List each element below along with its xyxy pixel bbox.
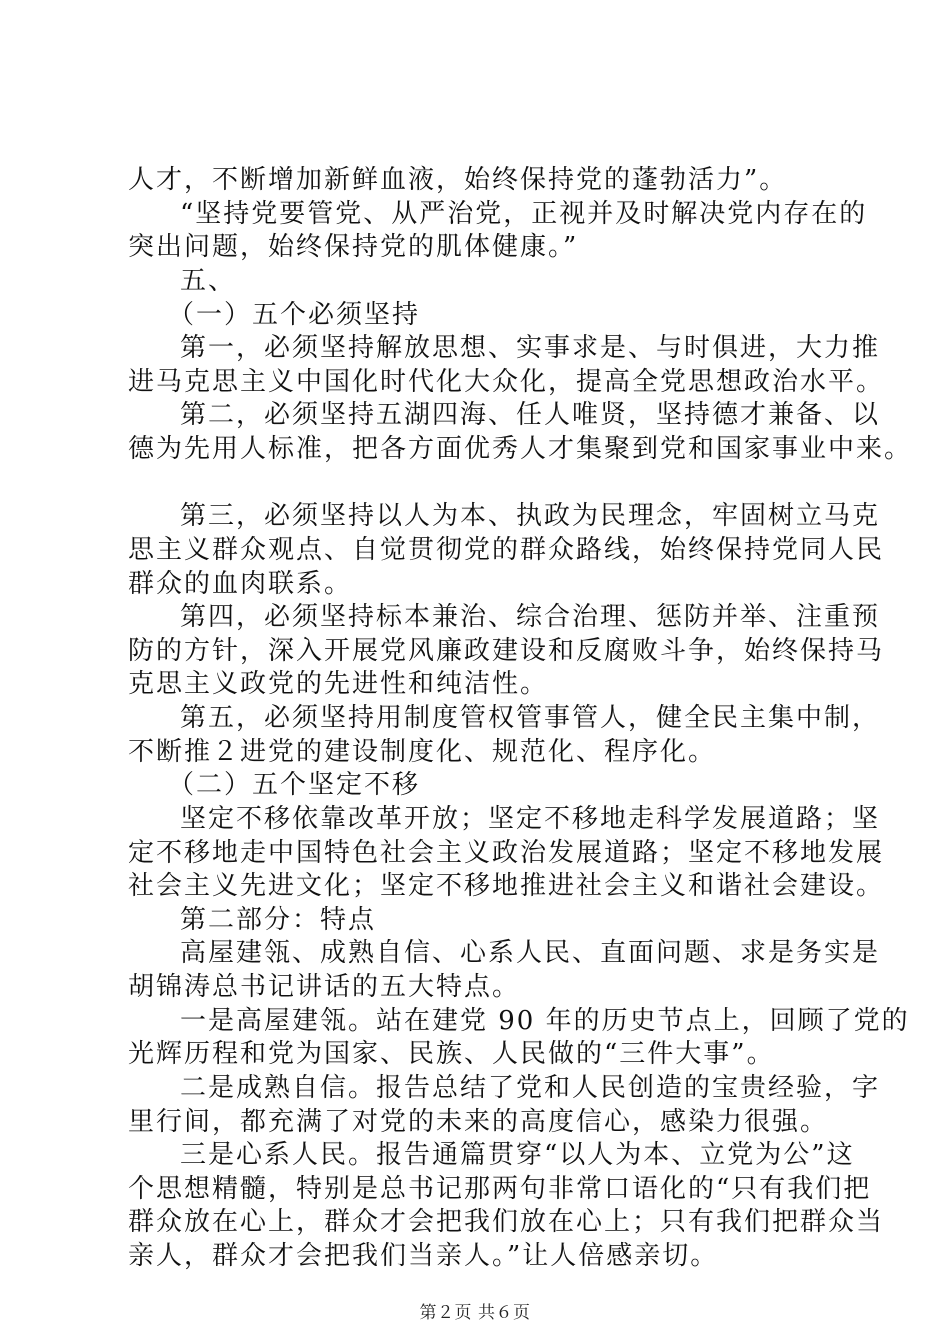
text-line: 里行间，都充满了对党的未来的高度信心，感染力很强。 — [128, 1107, 829, 1137]
text-line: 第四，必须坚持标本兼治、综合治理、惩防并举、注重预 — [180, 602, 881, 632]
text-line: 群众的血肉联系。 — [128, 569, 353, 599]
text-line: 二是成熟自信。报告总结了党和人民创造的宝贵经验，字 — [180, 1073, 881, 1103]
text-line: 突出问题，始终保持党的肌体健康。” — [128, 232, 579, 262]
text-line: “坚持党要管党、从严治党，正视并及时解决党内存在的 — [180, 199, 868, 229]
text-line: 人才，不断增加新鲜血液，始终保持党的蓬勃活力”。 — [128, 165, 788, 195]
text-line: 胡锦涛总书记讲话的五大特点。 — [128, 972, 521, 1002]
subsection-heading: （一）五个必须坚持 — [168, 300, 421, 330]
text-line: 克思主义政党的先进性和纯洁性。 — [128, 669, 549, 699]
text-line: 第二，必须坚持五湖四海、任人唯贤，坚持德才兼备、以 — [180, 400, 881, 430]
text-line: 思主义群众观点、自觉贯彻党的群众路线，始终保持党同人民 — [128, 535, 885, 565]
part-heading: 第二部分：特点 — [180, 905, 377, 935]
text-line: 德为先用人标准，把各方面优秀人才集聚到党和国家事业中来。 — [128, 434, 913, 464]
text-line: 高屋建瓴、成熟自信、心系人民、直面问题、求是务实是 — [180, 938, 881, 968]
text-line: 光辉历程和党为国家、民族、人民做的“三件大事”。 — [128, 1039, 775, 1069]
subsection-heading: （二）五个坚定不移 — [168, 770, 421, 800]
text-line: 第三，必须坚持以人为本、执政为民理念，牢固树立马克 — [180, 501, 881, 531]
text-line: 防的方针，深入开展党风廉政建设和反腐败斗争，始终保持马 — [128, 636, 885, 666]
text-line: 三是心系人民。报告通篇贯穿“以人为本、立党为公”这 — [180, 1140, 855, 1170]
page-footer: 第２页 共６页 — [419, 1303, 531, 1323]
text-line: 进马克思主义中国化时代化大众化，提高全党思想政治水平。 — [128, 367, 885, 397]
text-line: 第一，必须坚持解放思想、实事求是、与时俱进，大力推 — [180, 333, 881, 363]
text-line: 一是高屋建瓴。站在建党 90 年的历史节点上，回顾了党的 — [180, 1006, 910, 1036]
text-line: 定不移地走中国特色社会主义政治发展道路；坚定不移地发展 — [128, 838, 885, 868]
text-line: 亲人，群众才会把我们当亲人。”让人倍感亲切。 — [128, 1241, 719, 1271]
text-line: 第五，必须坚持用制度管权管事管人，健全民主集中制， — [180, 703, 881, 733]
text-line: 群众放在心上，群众才会把我们放在心上；只有我们把群众当 — [128, 1207, 885, 1237]
text-line: 个思想精髓，特别是总书记那两句非常口语化的“只有我们把 — [128, 1174, 872, 1204]
text-line: 坚定不移依靠改革开放；坚定不移地走科学发展道路；坚 — [180, 804, 881, 834]
text-line: 社会主义先进文化；坚定不移地推进社会主义和谐社会建设。 — [128, 871, 885, 901]
section-heading: 五、 — [180, 266, 237, 296]
text-line: 不断推２进党的建设制度化、规范化、程序化。 — [128, 737, 717, 767]
